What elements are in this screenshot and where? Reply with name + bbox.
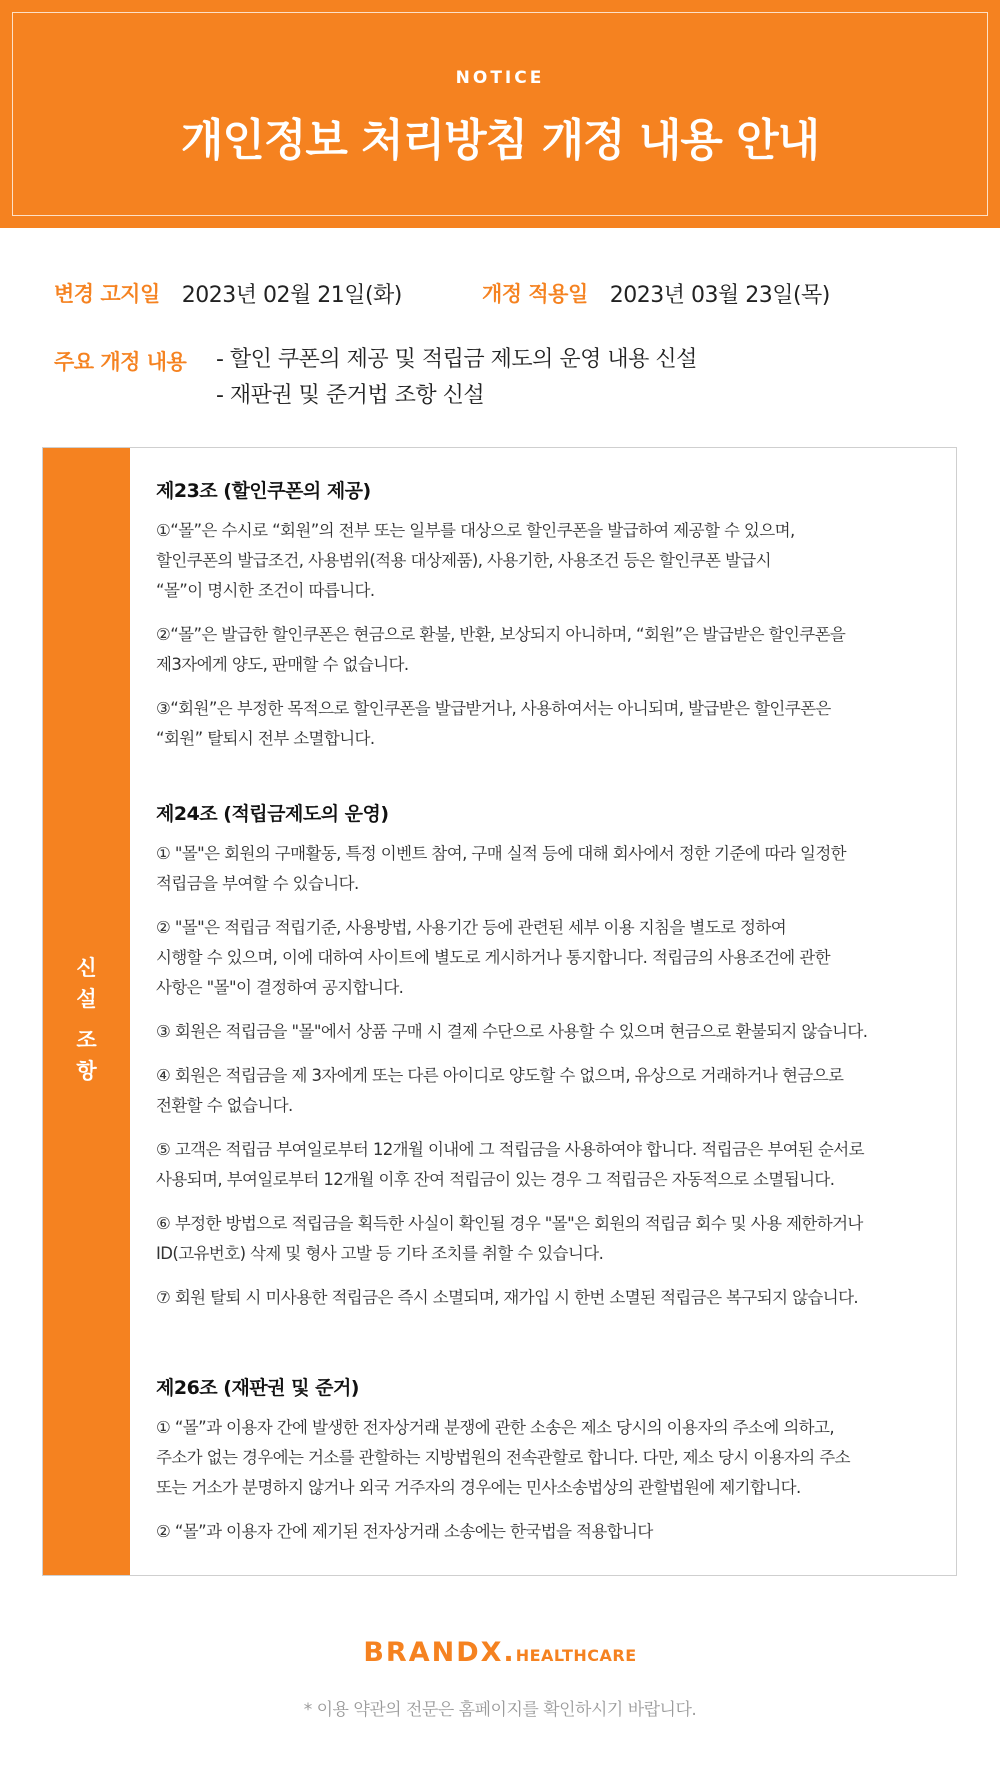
article-clause: ⑦ 회원 탈퇴 시 미사용한 적립금은 즉시 소멸되며, 재가입 시 한번 소멸된 적립금은 복구되지 않습니다. — [156, 1288, 859, 1307]
notice-label: NOTICE — [455, 68, 545, 88]
effective-date-row — [482, 278, 830, 308]
articles-box — [42, 447, 957, 1576]
article-clause: ①“몰”은 수시로 “회원”의 전부 또는 일부를 대상으로 할인쿠폰을 발급하여 제공할 수 있으며, 할인쿠폰의 발급조건, 사용범위(적용 대상제품), 사용기한, 사용조건 등은 할인쿠폰 발급시 “몰”이 명시한 조건이 따릅니다. — [156, 521, 795, 600]
page-title: 개인정보 처리방침 개정 내용 안내 — [180, 115, 820, 166]
article-clause: ②“몰”은 발급한 할인쿠폰은 현금으로 환불, 반환, 보상되지 아니하며, “회원”은 발급받은 할인쿠폰을 제3자에게 양도, 판매할 수 없습니다. — [156, 625, 846, 674]
article-title: 제26조 (재판권 및 준거) — [156, 1377, 359, 1399]
article-clause: ④ 회원은 적립금을 제 3자에게 또는 다른 아이디로 양도할 수 없으며, 유상으로 거래하거나 현금으로 전환할 수 없습니다. — [156, 1066, 844, 1115]
notice-date-value: 2023년 02월 21일(화) — [181, 282, 402, 308]
side-label — [43, 953, 130, 1087]
side-label-char: 설 — [76, 987, 97, 1011]
summary-item: - 할인 쿠폰의 제공 및 적립금 제도의 운영 내용 신설 — [216, 347, 697, 372]
article-24 — [156, 799, 946, 1313]
brand-logo — [0, 1637, 1000, 1671]
side-label-char: 항 — [76, 1059, 97, 1083]
header-banner — [0, 0, 1000, 228]
footer-note: * 이용 약관의 전문은 홈페이지를 확인하시기 바랍니다. — [303, 1700, 697, 1720]
article-clause: ③“회원”은 부정한 목적으로 할인쿠폰을 발급받거나, 사용하여서는 아니되며, 발급받은 할인쿠폰은 “회원” 탈퇴시 전부 소멸합니다. — [156, 699, 831, 748]
article-clause: ⑤ 고객은 적립금 부여일로부터 12개월 이내에 그 적립금을 사용하여야 합니다. 적립금은 부여된 순서로 사용되며, 부여일로부터 12개월 이후 잔여 적립금이 있는 경우 그 적립금은 자동적으로 소멸됩니다. — [156, 1140, 864, 1189]
notice-date-row — [54, 278, 402, 308]
notice-date-label: 변경 고지일 — [54, 282, 160, 306]
side-label-gap — [43, 1015, 130, 1025]
effective-date-label: 개정 적용일 — [482, 282, 588, 306]
article-clause: ⑥ 부정한 방법으로 적립금을 획득한 사실이 확인될 경우 "몰"은 회원의 적립금 회수 및 사용 제한하거나 ID(고유번호) 삭제 및 형사 고발 등 기타 조치를 취할 수 있습니다. — [156, 1214, 863, 1263]
article-23 — [156, 476, 946, 754]
summary-label: 주요 개정 내용 — [54, 350, 187, 374]
article-clause: ② "몰"은 적립금 적립기준, 사용방법, 사용기간 등에 관련된 세부 이용 지침을 별도로 정하여 시행할 수 있으며, 이에 대하여 사이트에 별도로 게시하거나 통지합니다. 적립금의 사용조건에 관한 사항은 "몰"이 결정하여 공지합니다. — [156, 918, 830, 997]
article-clause: ① "몰"은 회원의 구매활동, 특정 이벤트 참여, 구매 실적 등에 대해 회사에서 정한 기준에 따라 일정한 적립금을 부여할 수 있습니다. — [156, 844, 847, 893]
article-title: 제23조 (할인쿠폰의 제공) — [156, 480, 371, 502]
logo-main-text: BRANDX. — [363, 1637, 516, 1668]
article-26 — [156, 1373, 946, 1547]
article-clause: ② “몰”과 이용자 간에 제기된 전자상거래 소송에는 한국법을 적용합니다 — [156, 1522, 653, 1541]
summary-item: - 재판권 및 준거법 조항 신설 — [216, 383, 485, 408]
effective-date-value: 2023년 03월 23일(목) — [609, 282, 830, 308]
logo-sub-text: HEALTHCARE — [515, 1646, 637, 1665]
article-clause: ③ 회원은 적립금을 "몰"에서 상품 구매 시 결제 수단으로 사용할 수 있으며 현금으로 환불되지 않습니다. — [156, 1022, 868, 1041]
side-bar — [43, 448, 130, 1575]
article-clause: ① “몰”과 이용자 간에 발생한 전자상거래 분쟁에 관한 소송은 제소 당시의 이용자의 주소에 의하고, 주소가 없는 경우에는 거소를 관할하는 지방법원의 전속관할로 합니다. 다만, 제소 당시 이용자의 주소 또는 거소가 분명하지 않거나 외국 거주자의 경우에는 민사소송법상의 관할법원에 제기합니다. — [156, 1418, 850, 1497]
summary-list — [216, 342, 916, 414]
article-title: 제24조 (적립금제도의 운영) — [156, 803, 389, 825]
side-label-char: 조 — [76, 1028, 97, 1052]
side-label-char: 신 — [76, 956, 97, 980]
